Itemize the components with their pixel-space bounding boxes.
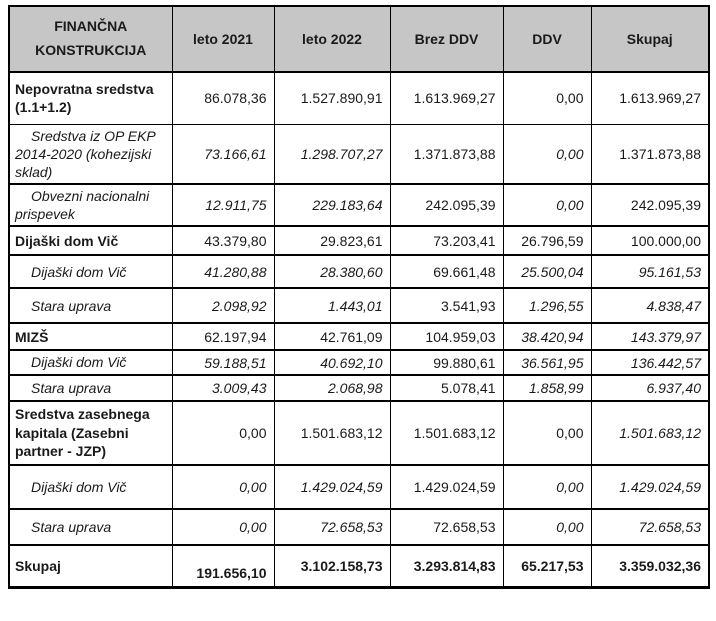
value-cell: 143.379,97 <box>591 323 709 350</box>
value-cell: 0,00 <box>503 72 591 124</box>
value-cell: 42.761,09 <box>274 323 390 350</box>
row-label: MIZŠ <box>9 323 172 350</box>
row-dijaski-dom-vic-group <box>9 226 709 255</box>
column-header-financna-konstrukcija: FINANČNA KONSTRUKCIJA <box>9 6 172 72</box>
value-cell: 72.658,53 <box>591 509 709 545</box>
value-cell: 1.501.683,12 <box>390 401 503 465</box>
row-stara-uprava-sub <box>9 288 709 323</box>
finance-table <box>8 5 710 589</box>
row-obvezni-nacionalni-prispevek <box>9 184 709 226</box>
value-cell: 0,00 <box>503 184 591 226</box>
value-cell: 6.937,40 <box>591 375 709 401</box>
row-label: Nepovratna sredstva (1.1+1.2) <box>9 72 172 124</box>
column-header-leto-2022: leto 2022 <box>274 6 390 72</box>
value-cell: 65.217,53 <box>503 545 591 588</box>
value-cell: 38.420,94 <box>503 323 591 350</box>
value-cell: 3.541,93 <box>390 288 503 323</box>
row-dijaski-dom-vic-sub <box>9 350 709 374</box>
row-label: Dijaški dom Vič <box>9 255 172 288</box>
value-cell: 1.371.873,88 <box>591 124 709 184</box>
value-cell: 86.078,36 <box>172 72 274 124</box>
row-sredstva-zasebnega-kapitala <box>9 401 709 465</box>
value-cell: 1.443,01 <box>274 288 390 323</box>
row-dijaski-dom-vic-sub <box>9 255 709 288</box>
row-sredstva-op-ekp <box>9 124 709 184</box>
value-cell: 2.068,98 <box>274 375 390 401</box>
value-cell: 43.379,80 <box>172 226 274 255</box>
value-cell: 3.359.032,36 <box>591 545 709 588</box>
value-cell: 1.296,55 <box>503 288 591 323</box>
value-cell: 2.098,92 <box>172 288 274 323</box>
value-cell: 0,00 <box>172 509 274 545</box>
value-cell: 1.613.969,27 <box>591 72 709 124</box>
value-cell: 136.442,57 <box>591 350 709 374</box>
value-cell: 69.661,48 <box>390 255 503 288</box>
value-cell: 4.838,47 <box>591 288 709 323</box>
value-cell: 3.009,43 <box>172 375 274 401</box>
value-cell: 12.911,75 <box>172 184 274 226</box>
value-cell: 1.613.969,27 <box>390 72 503 124</box>
row-stara-uprava-sub <box>9 375 709 401</box>
row-stara-uprava-sub <box>9 509 709 545</box>
row-skupaj-total <box>9 545 709 588</box>
value-cell: 191.656,10 <box>172 545 274 588</box>
value-cell: 72.658,53 <box>274 509 390 545</box>
value-cell: 99.880,61 <box>390 350 503 374</box>
value-cell: 29.823,61 <box>274 226 390 255</box>
value-cell: 73.203,41 <box>390 226 503 255</box>
value-cell: 1.371.873,88 <box>390 124 503 184</box>
column-header-skupaj: Skupaj <box>591 6 709 72</box>
value-cell: 1.858,99 <box>503 375 591 401</box>
row-label: Dijaški dom Vič <box>9 350 172 374</box>
value-cell: 72.658,53 <box>390 509 503 545</box>
value-cell: 41.280,88 <box>172 255 274 288</box>
value-cell: 1.429.024,59 <box>274 465 390 509</box>
value-cell: 26.796,59 <box>503 226 591 255</box>
column-header-brez-ddv: Brez DDV <box>390 6 503 72</box>
row-label: Skupaj <box>9 545 172 588</box>
value-cell: 3.293.814,83 <box>390 545 503 588</box>
value-cell: 62.197,94 <box>172 323 274 350</box>
value-cell: 36.561,95 <box>503 350 591 374</box>
value-cell: 25.500,04 <box>503 255 591 288</box>
value-cell: 95.161,53 <box>591 255 709 288</box>
row-label: Sredstva iz OP EKP 2014-2020 (kohezijski sklad) <box>9 124 172 184</box>
row-mizs-group <box>9 323 709 350</box>
value-cell: 0,00 <box>172 465 274 509</box>
value-cell: 100.000,00 <box>591 226 709 255</box>
value-cell: 229.183,64 <box>274 184 390 226</box>
value-cell: 1.527.890,91 <box>274 72 390 124</box>
row-nepovratna-sredstva <box>9 72 709 124</box>
value-cell: 40.692,10 <box>274 350 390 374</box>
row-label: Obvezni nacionalni prispevek <box>9 184 172 226</box>
value-cell: 242.095,39 <box>591 184 709 226</box>
row-label: Stara uprava <box>9 288 172 323</box>
value-cell: 0,00 <box>503 124 591 184</box>
row-dijaski-dom-vic-sub <box>9 465 709 509</box>
row-label: Stara uprava <box>9 509 172 545</box>
value-cell: 0,00 <box>172 401 274 465</box>
value-cell: 28.380,60 <box>274 255 390 288</box>
value-cell: 3.102.158,73 <box>274 545 390 588</box>
row-label: Dijaški dom Vič <box>9 226 172 255</box>
value-cell: 104.959,03 <box>390 323 503 350</box>
value-cell: 1.298.707,27 <box>274 124 390 184</box>
value-cell: 0,00 <box>503 401 591 465</box>
value-cell: 59.188,51 <box>172 350 274 374</box>
value-cell: 1.429.024,59 <box>390 465 503 509</box>
value-cell: 1.501.683,12 <box>274 401 390 465</box>
value-cell: 73.166,61 <box>172 124 274 184</box>
row-label: Stara uprava <box>9 375 172 401</box>
column-header-leto-2021: leto 2021 <box>172 6 274 72</box>
header-row <box>9 6 709 72</box>
row-label: Dijaški dom Vič <box>9 465 172 509</box>
value-cell: 0,00 <box>503 509 591 545</box>
value-cell: 242.095,39 <box>390 184 503 226</box>
column-header-ddv: DDV <box>503 6 591 72</box>
value-cell: 1.429.024,59 <box>591 465 709 509</box>
value-cell: 1.501.683,12 <box>591 401 709 465</box>
value-cell: 0,00 <box>503 465 591 509</box>
value-cell: 5.078,41 <box>390 375 503 401</box>
row-label: Sredstva zasebnega kapitala (Zasebni partner - JZP) <box>9 401 172 465</box>
